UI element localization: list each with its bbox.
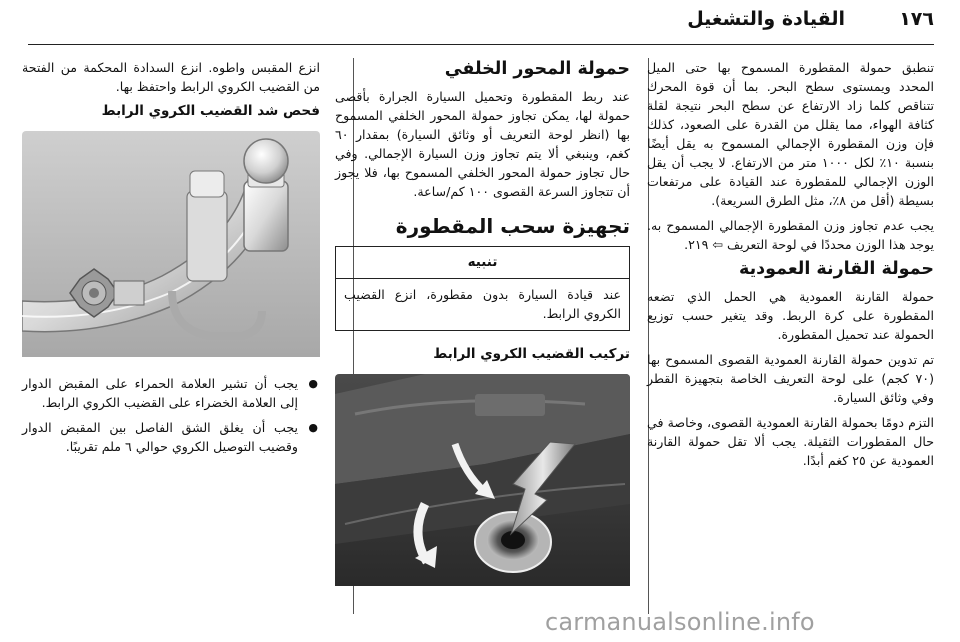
gross-weight-paragraph: يجب عدم تجاوز وزن المقطورة الإجمالي المسموح به. يوجد هذا الوزن محددًا في لوحة التعريف ⇦ ٢١٩. [647,218,934,252]
watermark: carmanualsonline.info [545,608,815,636]
rear-axle-heading: حمولة المحور الخلفي [444,59,630,79]
install-illustration [335,374,630,591]
page-title: القيادة والتشغيل [687,8,845,30]
check-item-gap: ● يجب أن يغلق الشق الفاصل بين المقبض الدوار وقضيب التوصيل الكروي حوالي ٦ ملم تقريبًا. [22,418,320,456]
right-column [647,58,934,476]
towing-equipment-heading: تجهيزة سحب المقطورة [395,214,630,238]
page-header [0,0,960,46]
check-tension-heading: فحص شد القضيب الكروي الرابط [101,103,320,119]
check-list [22,374,320,456]
altitude-paragraph: تنطبق حمولة المقطورة المسموح بها حتى الميل المحدد ويمستوى سطح البحر. بما أن قوة المحرك تتناقص كلما زاد الارتفاع عن سطح البحر نتيجة لقلة كثافة الهواء، مما يقلل من القدرة على الصعود، كذلك فإن وزن المقطورة الإجمالي المسموح به يقل أيضًا بنسبة ١٠٪ لكل ١٠٠٠ متر من الارتفاع. لا يجب أن يقل الوزن الإجمالي للمقطورة عند القيادة على مرتفعات بسيطة (أقل من ٨٪، مثل الطرق السريعة). [647,60,934,208]
notice-body: عند قيادة السيارة بدون مقطورة، انزع القضيب الكروي الرابط. [344,287,621,321]
coupling-definition-paragraph: حمولة القارنة العمودية هي الحمل الذي تضعه المقطورة على كرة الربط. وقد يتغير حسب توزيع الحمولة عند تحميل المقطورة. [647,289,934,342]
page-number: ١٧٦ [899,8,934,30]
remove-plug-paragraph: انزع المقبس واطوه. انزع السدادة المحكمة من الفتحة من القضيب الكروي الرابط واحتفظ بها. [22,60,320,94]
left-column [22,58,320,462]
coupling-load-heading: حمولة القارنة العمودية [739,259,934,279]
notice-box [335,246,630,331]
header-rule [28,44,934,45]
ball-bar-drawing [22,131,320,357]
notice-title: تنبيه [336,247,629,279]
tow-socket-illustration [335,374,630,586]
coupling-min-paragraph: التزم دومًا بحمولة القارنة العمودية القصوى، وخاصة في حال المقطورات الثقيلة. يجب ألا تقل حمولة القارنة العمودية عن ٢٥ كغم أبدًا. [647,415,934,468]
ball-bar-illustration [22,131,320,362]
rear-axle-paragraph: عند ربط المقطورة وتحميل السيارة الجرارة بأقصى حمولة لها، يمكن تجاوز حمولة المحور الخلفي المسموح بها (انظر لوحة التعريف أو وثائق السيارة) بمقدار ٦٠ كغم، وينبغي ألا يتم تجاوز وزن السيارة الإجمالي. وفي حال تجاوز حمولة المحور الخلفي المسموح بها، فلا يجوز أن تتجاوز السرعة القصوى ١٠٠ كم/ساعة. [335,89,630,199]
install-heading: تركيب القضيب الكروي الرابط [433,346,630,362]
coupling-max-paragraph: تم تدوين حمولة القارنة العمودية القصوى المسموح بها (٧٠ كجم) على لوحة التعريف الخاصة بتجهيزة القطر وفي وثائق السيارة. [647,352,934,405]
check-item-red-mark: ● يجب أن تشير العلامة الحمراء على المقبض الدوار إلى العلامة الخضراء على القضيب الكروي الرابط. [22,374,320,412]
middle-column [335,58,630,603]
